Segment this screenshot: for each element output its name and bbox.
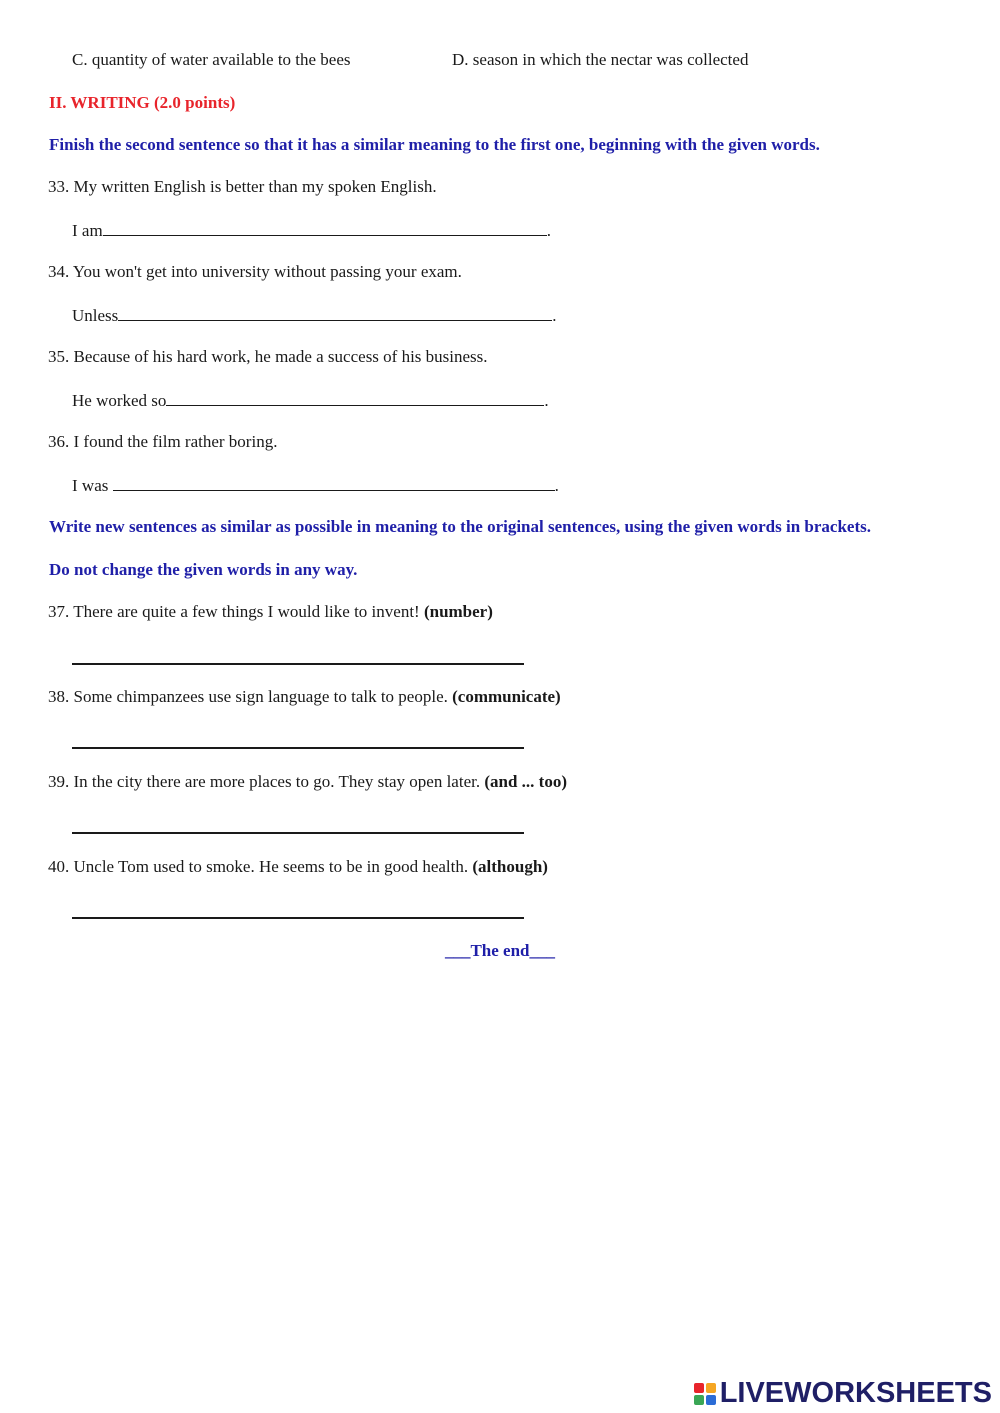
question-34	[48, 262, 462, 282]
answer-35	[72, 390, 549, 411]
question-keyword: (number)	[423, 602, 493, 621]
answer-line-40[interactable]	[72, 917, 524, 919]
answer-line-38[interactable]	[72, 747, 524, 749]
answer-36	[72, 475, 559, 496]
question-35	[48, 347, 488, 367]
question-sentence: My written English is better than my spoken English.	[73, 177, 437, 196]
question-40	[48, 857, 548, 877]
liveworksheets-logo	[694, 1377, 992, 1410]
question-sentence: Uncle Tom used to smoke. He seems to be in good health.	[73, 857, 469, 876]
answer-blank-35[interactable]	[166, 390, 544, 406]
question-keyword: (although)	[472, 857, 548, 876]
logo-square	[694, 1395, 704, 1405]
question-keyword: (and ... too)	[484, 772, 567, 791]
answer-end: .	[546, 221, 551, 240]
question-number: 39.	[48, 772, 70, 791]
part2-instruction-line2: Do not change the given words in any way.	[49, 560, 358, 579]
option-c: C. quantity of water available to the bees	[72, 50, 351, 69]
question-keyword: (communicate)	[452, 687, 561, 706]
question-number: 40.	[48, 857, 70, 876]
answer-prompt: Unless	[72, 306, 119, 325]
question-number: 33.	[48, 177, 70, 196]
answer-blank-34[interactable]	[118, 305, 552, 321]
question-number: 36.	[48, 432, 70, 451]
part2-instruction-line1: Write new sentences as similar as possible in meaning to the original sentences, using the given words in brackets.	[49, 517, 871, 536]
answer-blank-33[interactable]	[103, 220, 547, 236]
answer-end: .	[544, 391, 549, 410]
section-heading: II. WRITING (2.0 points)	[49, 93, 236, 112]
question-sentence: You won't get into university without passing your exam.	[72, 262, 462, 281]
answer-line-37[interactable]	[72, 663, 524, 665]
answer-end: .	[552, 306, 557, 325]
logo-icon	[694, 1383, 716, 1405]
answer-line-39[interactable]	[72, 832, 524, 834]
logo-square	[706, 1395, 716, 1405]
question-39	[48, 772, 567, 792]
part1-instruction: Finish the second sentence so that it has a similar meaning to the first one, beginning with the given words.	[49, 135, 820, 154]
question-number: 35.	[48, 347, 70, 366]
answer-end: .	[554, 476, 559, 495]
question-36	[48, 432, 277, 452]
logo-square	[694, 1383, 704, 1393]
answer-34	[72, 305, 557, 326]
question-38	[48, 687, 561, 707]
question-sentence: There are quite a few things I would like to invent!	[73, 602, 420, 621]
question-sentence: Because of his hard work, he made a success of his business.	[73, 347, 488, 366]
answer-33	[72, 220, 551, 241]
option-d: D. season in which the nectar was collected	[452, 50, 749, 69]
answer-prompt: He worked so	[72, 391, 167, 410]
question-37	[48, 602, 493, 622]
logo-text: LIVEWORKSHEETS	[719, 1377, 992, 1409]
question-number: 37.	[48, 602, 70, 621]
question-33	[48, 177, 437, 197]
question-sentence: I found the film rather boring.	[73, 432, 278, 451]
the-end-label: ___The end___	[444, 941, 556, 960]
question-number: 38.	[48, 687, 70, 706]
logo-square	[706, 1383, 716, 1393]
answer-prompt: I am	[72, 221, 103, 240]
question-sentence: In the city there are more places to go. They stay open later.	[73, 772, 481, 791]
answer-blank-36[interactable]	[113, 475, 555, 491]
question-sentence: Some chimpanzees use sign language to talk to people.	[73, 687, 448, 706]
answer-prompt: I was	[72, 476, 113, 495]
question-number: 34.	[48, 262, 70, 281]
